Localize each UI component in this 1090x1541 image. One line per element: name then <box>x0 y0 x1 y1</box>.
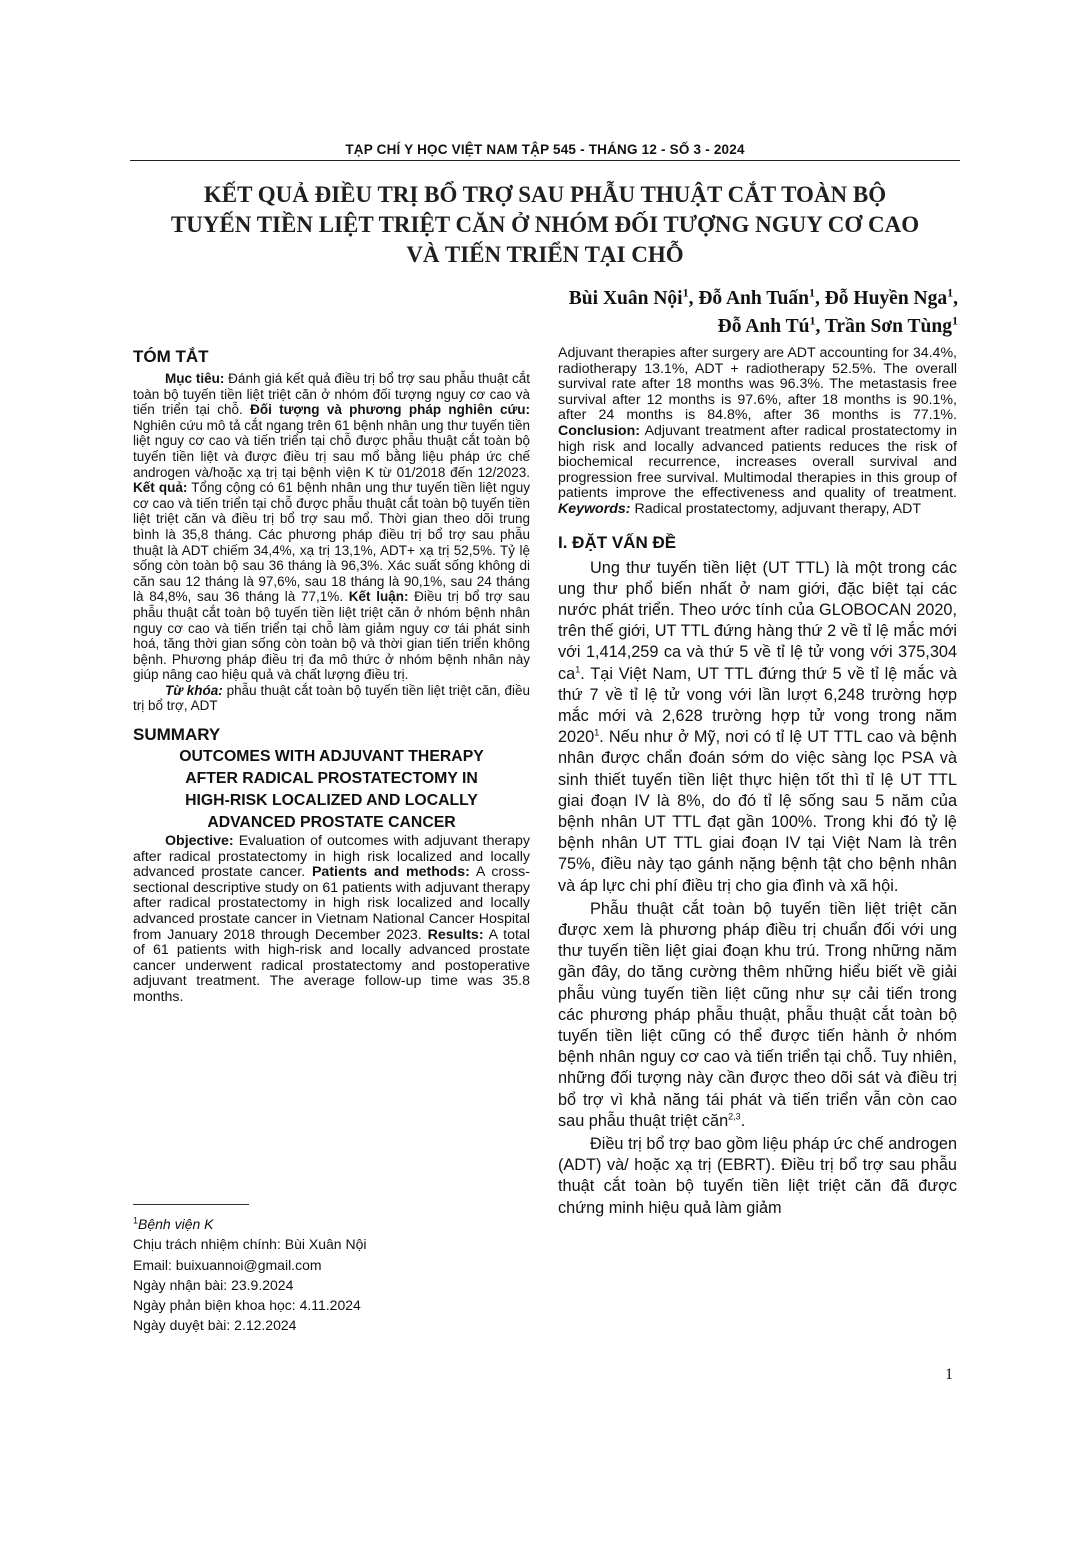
footnote-line: Ngày nhận bài: 23.9.2024 <box>133 1276 294 1293</box>
text-patients: A cross-sectional descriptive study on 61 patients with adjuvant therapy after radical prostatectomy in high risk localized and locally advanced prostate cancer in Vietnam National Cancer Hospital from January 2018 through December 2023. <box>133 864 530 943</box>
label-objective: Objective: <box>165 833 234 850</box>
right-column <box>558 346 957 1219</box>
author-name: Đỗ Anh Tú <box>717 316 810 337</box>
text-conclusion: Adjuvant treatment after radical prostatectomy in high risk and locally advanced patients reduces the risk of biochemical recurrence, increases overall survival and progression free survival. Multimodal therapies in this group of patients improve the effectiveness and quality of treatment. <box>558 422 957 502</box>
author-list <box>569 285 958 341</box>
footnote-rule <box>133 1204 249 1205</box>
author-name: Đỗ Huyền Nga <box>824 288 948 309</box>
text-results: A total of 61 patients with high-risk and locally advanced prostate cancer underwent radical prostatectomy and postoperative adjuvant treatment. The average follow-up time was 35.8 months. <box>133 926 530 1005</box>
author-separator: , <box>815 316 825 337</box>
author-name: Trần Sơn Tùng <box>824 316 952 337</box>
summary-body-right <box>558 346 957 518</box>
footnote-line: Chịu trách nhiệm chính: Bùi Xuân Nội <box>133 1236 367 1253</box>
summary-title-line: ADVANCED PROSTATE CANCER <box>207 814 456 832</box>
text-run: . <box>740 1111 746 1130</box>
footnote-affiliation <box>133 1214 366 1234</box>
label-keywords: Keywords: <box>558 500 631 517</box>
citation-mark: 1 <box>575 664 581 675</box>
label-doi-tuong: Đối tượng và phương pháp nghiên cứu: <box>250 402 530 418</box>
affiliation-mark: 1 <box>808 285 815 300</box>
label-ket-qua: Kết quả: <box>133 480 188 496</box>
body-paragraph: Điều trị bổ trợ bao gồm liệu pháp ức chế androgen (ADT) và/ hoặc xạ trị (EBRT). Điều trị bổ trợ sau phẫu thuật cắt toàn bộ tuyến tiền liệt triệt căn đã được chứng minh hiệu quả làm giảm <box>558 1135 957 1217</box>
author-separator: , <box>814 288 825 309</box>
citation-mark: 1 <box>594 727 600 738</box>
summary-title-line: AFTER RADICAL PROSTATECTOMY IN <box>185 770 478 788</box>
author-separator: , <box>953 288 958 309</box>
author-name: Đỗ Anh Tuấn <box>698 288 809 309</box>
label-patients: Patients and methods: <box>311 864 470 881</box>
footnotes <box>133 1214 366 1336</box>
affiliation-mark: 1 <box>952 313 958 328</box>
text-run: . Tại Việt Nam, UT TTL đứng thứ 5 về tỉ lệ mắc và thứ 7 về tỉ lệ tử vong với lần lượt 6,248 trường hợp mắc mới và 2,628 trường hợp tử vong trong năm 2020 <box>558 664 957 747</box>
label-muc-tieu: Mục tiêu: <box>165 371 225 386</box>
article-title <box>130 180 960 270</box>
text-objective: Evaluation of outcomes with adjuvant therapy after radical prostatectomy in high risk localized and locally advanced prostate cancer. <box>133 833 530 881</box>
title-line: KẾT QUẢ ĐIỀU TRỊ BỔ TRỢ SAU PHẪU THUẬT CẮT TOÀN BỘ <box>203 182 887 207</box>
text-run: Phẫu thuật cắt toàn bộ tuyến tiền liệt triệt căn được xem là phương pháp điều trị chuẩn đối với ung thư tuyến tiền liệt giai đoạn khu trú. Trong những năm gần đây, do tăng cường thêm những hiểu biết về giải phẫu vùng tuyến tiền liệt cũng như sự cải tiến trong các phương pháp phẫu thuật, phẫu thuật cắt toàn bộ tuyến tiền liệt cũng có thể được tiến hành ở nhóm bệnh nhân nguy cơ cao và tiến triển tại chỗ. Tuy nhiên, những đối tượng này cần được theo dõi sát và điều trị bổ trợ vì khả năng tái phát và tiến triển vẫn còn cao sau phẫu thuật triệt căn <box>558 899 957 1130</box>
footnote-line: Ngày duyệt bài: 2.12.2024 <box>133 1317 297 1334</box>
page-number: 1 <box>945 1366 953 1383</box>
body-paragraph <box>558 899 957 1132</box>
body-paragraph <box>558 558 957 897</box>
footnote-line: Email: buixuannoi@gmail.com <box>133 1256 322 1273</box>
affiliation-mark: 1 <box>947 285 954 300</box>
text-ket-luan: Điều trị bổ trợ sau phẫu thuật cắt toàn bộ tuyến tiền liệt triệt căn ở nhóm bệnh nhân nguy cơ cao và tiến triển tại chỗ làm giảm nguy cơ tái phát sinh hoá, tăng thời gian sống còn toàn bộ và thời gian tiến triển không bệnh. Phương pháp điều trị đa mô thức ở nhóm bệnh nhân này giúp nâng cao hiệu quả và chất lượng điều trị. <box>133 589 530 683</box>
author-line-1 <box>569 285 958 313</box>
text-tu-khoa: phẫu thuật cắt toàn bộ tuyến tiền liệt triệt căn, điều trị bổ trợ, ADT <box>133 682 530 714</box>
affiliation-mark: 1 <box>809 313 816 328</box>
journal-header: TẠP CHÍ Y HỌC VIỆT NAM TẬP 545 - THÁNG 12 - SỐ 3 - 2024 <box>345 142 745 157</box>
title-line: VÀ TIẾN TRIỂN TẠI CHỖ <box>406 242 684 267</box>
affiliation-mark: 1 <box>682 285 689 300</box>
footnote-line: Ngày phản biện khoa học: 4.11.2024 <box>133 1297 361 1314</box>
summary-title-line: OUTCOMES WITH ADJUVANT THERAPY <box>179 748 484 766</box>
label-tu-khoa: Từ khóa: <box>165 682 223 698</box>
tu-khoa <box>133 683 530 714</box>
title-line: TUYẾN TIỀN LIỆT TRIỆT CĂN Ở NHÓM ĐỐI TƯỢNG NGUY CƠ CAO <box>170 212 920 237</box>
text-doi-tuong: Nghiên cứu mô tả cắt ngang trên 61 bệnh nhân ung thư tuyến tiền liệt nguy cơ cao và tiến triển tại chỗ được phẫu thuật cắt toàn bộ tuyến tiền liệt và được điều trị sau mổ bằng liệu pháp ức chế androgen và/hoặc xạ trị tại bệnh viện K từ 01/2018 đến 12/2023. <box>133 417 530 480</box>
author-separator: , <box>688 288 699 309</box>
text-ket-qua: Tổng cộng có 61 bệnh nhân ung thư tuyến tiền liệt nguy cơ cao và tiến triển tại chỗ được phẫu thuật cắt toàn bộ tuyến tiền liệt triệt căn và điều trị bổ trợ sau mổ. Thời gian theo dõi trung bình là 35,8 tháng. Các phương pháp điều trị bổ trợ sau phẫu thuật là ADT chiếm 34,4%, xạ trị 13,1%, ADT+ xạ trị 52,5%. Tỷ lệ sống còn toàn bộ sau 36 tháng là 96,3%. Xác suất sống không di căn sau 12 tháng là 97,6%, sau 18 tháng là 90,1%, sau 24 tháng là 84,8%, sau 36 tháng là 77,1%. <box>133 480 531 605</box>
text-keywords: Radical prostatectomy, adjuvant therapy, ADT <box>630 500 921 517</box>
affiliation-text: Bệnh viện K <box>138 1216 214 1232</box>
summary-title <box>133 746 530 834</box>
tom-tat-heading: TÓM TẮT <box>133 347 209 366</box>
left-column <box>133 346 530 1006</box>
text-run: Ung thư tuyến tiền liệt (UT TTL) là một trong các ung thư phổ biến nhất ở nam giới, đặc biệt tại các nước phát triển. Theo ước tính của GLOBOCAN 2020, trên thế giới, UT TTL đứng hàng thứ 2 về tỉ lệ mắc mới với 1,414,259 ca và thứ 5 về tỉ lệ tử vong với 375,304 ca <box>558 558 957 683</box>
author-name: Bùi Xuân Nội <box>568 288 683 309</box>
text-results-cont: Adjuvant therapies after surgery are ADT accounting for 34.4%, radiotherapy 13.1%, ADT + radiotherapy 52.5%. The overall survival rate after 18 months was 96.3%. The metastasis free survival after 12 months is 97.6%, after 18 months is 90.1%, after 24 months is 84.8%, after 36 months is 77.1%. <box>558 345 957 424</box>
summary-title-line: HIGH-RISK LOCALIZED AND LOCALLY <box>185 792 478 810</box>
text-run: . Nếu như ở Mỹ, nơi có tỉ lệ UT TTL cao và bệnh nhân được chẩn đoán sớm do việc sàng lọc PSA và sinh thiết tuyến tiền liệt thực hiện tốt thì tỉ lệ UT TTL giai đoạn IV là 8%, do đó tỉ lệ sống sau 5 năm của bệnh nhân UT TTL đạt gần 100%. Trong khi đó tỷ lệ bệnh nhân UT TTL giai đoạn IV tại Việt Nam là trên 75%, điều này tạo gánh nặng bệnh tật cho bệnh nhân và áp lực chi phí điều trị cho gia đình và xã hội. <box>558 728 957 895</box>
section-heading: I. ĐẶT VẤN ĐỀ <box>558 532 677 552</box>
affiliation-mark: 1 <box>133 1215 139 1226</box>
label-results: Results: <box>427 926 484 943</box>
author-line-2 <box>569 313 958 341</box>
summary-heading: SUMMARY <box>133 725 221 745</box>
label-ket-luan: Kết luận: <box>348 589 409 605</box>
header-rule <box>130 160 960 161</box>
label-conclusion: Conclusion: <box>558 422 640 439</box>
text-muc-tieu: Đánh giá kết quả điều trị bổ trợ sau phẫu thuật cắt toàn bộ tuyến tiền liệt triệt căn ở nhóm đối tượng nguy cơ cao và tiến triển tại chỗ. <box>133 371 530 418</box>
summary-body-left <box>133 834 530 1006</box>
tom-tat-body <box>133 371 530 683</box>
citation-mark: 2,3 <box>728 1111 741 1122</box>
